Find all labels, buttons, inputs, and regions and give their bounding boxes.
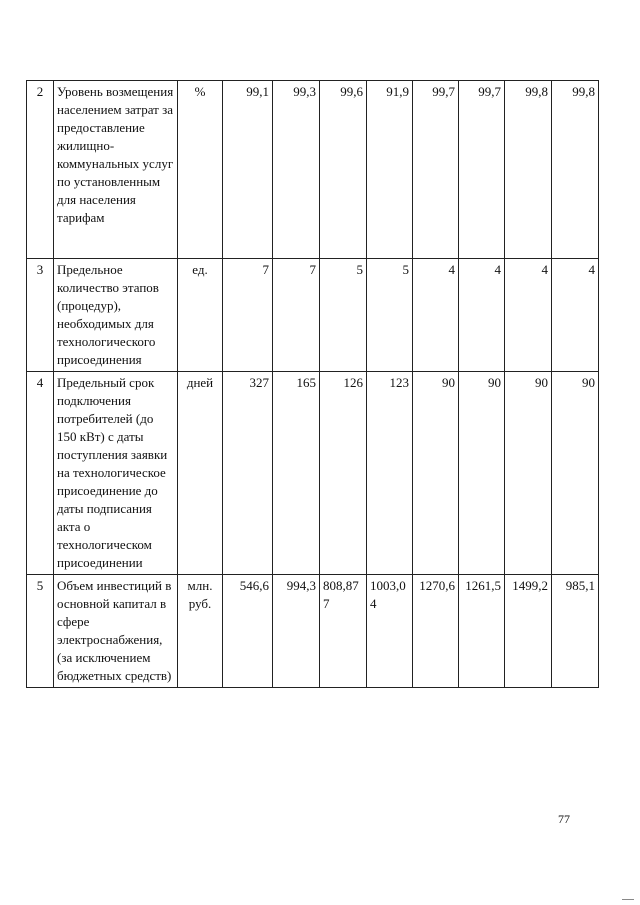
unit-cell: млн. руб. — [178, 575, 223, 688]
value-cell: 4 — [459, 259, 505, 372]
value-cell: 5 — [367, 259, 413, 372]
table-row — [27, 259, 599, 372]
indicator-name: Предельный срок подключения потребителей (до 150 кВт) с даты поступления заявки на технологическое присоединение до даты подписания акта о технологическом присоединении — [54, 372, 178, 575]
value-cell: 165 — [273, 372, 320, 575]
unit-cell: % — [178, 81, 223, 259]
value-cell: 808,877 — [320, 575, 367, 688]
table-row — [27, 81, 599, 259]
value-cell: 126 — [320, 372, 367, 575]
value-cell: 90 — [413, 372, 459, 575]
row-number: 4 — [27, 372, 54, 575]
value-cell: 7 — [223, 259, 273, 372]
value-cell: 99,8 — [552, 81, 599, 259]
value-cell: 4 — [505, 259, 552, 372]
row-number: 3 — [27, 259, 54, 372]
value-cell: 1261,5 — [459, 575, 505, 688]
indicator-name: Уровень возмещения населением затрат за предоставление жилищно-коммунальных услуг по установленным для населения тарифам — [54, 81, 178, 259]
table-row — [27, 372, 599, 575]
row-number: 5 — [27, 575, 54, 688]
value-cell: 91,9 — [367, 81, 413, 259]
unit-cell: дней — [178, 372, 223, 575]
value-cell: 99,7 — [459, 81, 505, 259]
value-cell: 90 — [552, 372, 599, 575]
indicators-table — [26, 80, 599, 688]
indicator-name: Объем инвестиций в основной капитал в сфере электроснабжения, (за исключением бюджетных средств) — [54, 575, 178, 688]
value-cell: 90 — [505, 372, 552, 575]
value-cell: 5 — [320, 259, 367, 372]
page-number: 77 — [558, 812, 570, 826]
scan-edge-mark — [622, 899, 634, 900]
value-cell: 99,8 — [505, 81, 552, 259]
value-cell: 99,6 — [320, 81, 367, 259]
value-cell: 99,1 — [223, 81, 273, 259]
value-cell: 123 — [367, 372, 413, 575]
value-cell: 327 — [223, 372, 273, 575]
value-cell: 1499,2 — [505, 575, 552, 688]
row-number: 2 — [27, 81, 54, 259]
value-cell: 994,3 — [273, 575, 320, 688]
value-cell: 985,1 — [552, 575, 599, 688]
value-cell: 7 — [273, 259, 320, 372]
value-cell: 99,3 — [273, 81, 320, 259]
value-cell: 1003,04 — [367, 575, 413, 688]
unit-cell: ед. — [178, 259, 223, 372]
value-cell: 546,6 — [223, 575, 273, 688]
indicator-name: Предельное количество этапов (процедур), необходимых для технологического присоединения — [54, 259, 178, 372]
value-cell: 90 — [459, 372, 505, 575]
value-cell: 99,7 — [413, 81, 459, 259]
value-cell: 1270,6 — [413, 575, 459, 688]
value-cell: 4 — [413, 259, 459, 372]
table-row — [27, 575, 599, 688]
value-cell: 4 — [552, 259, 599, 372]
